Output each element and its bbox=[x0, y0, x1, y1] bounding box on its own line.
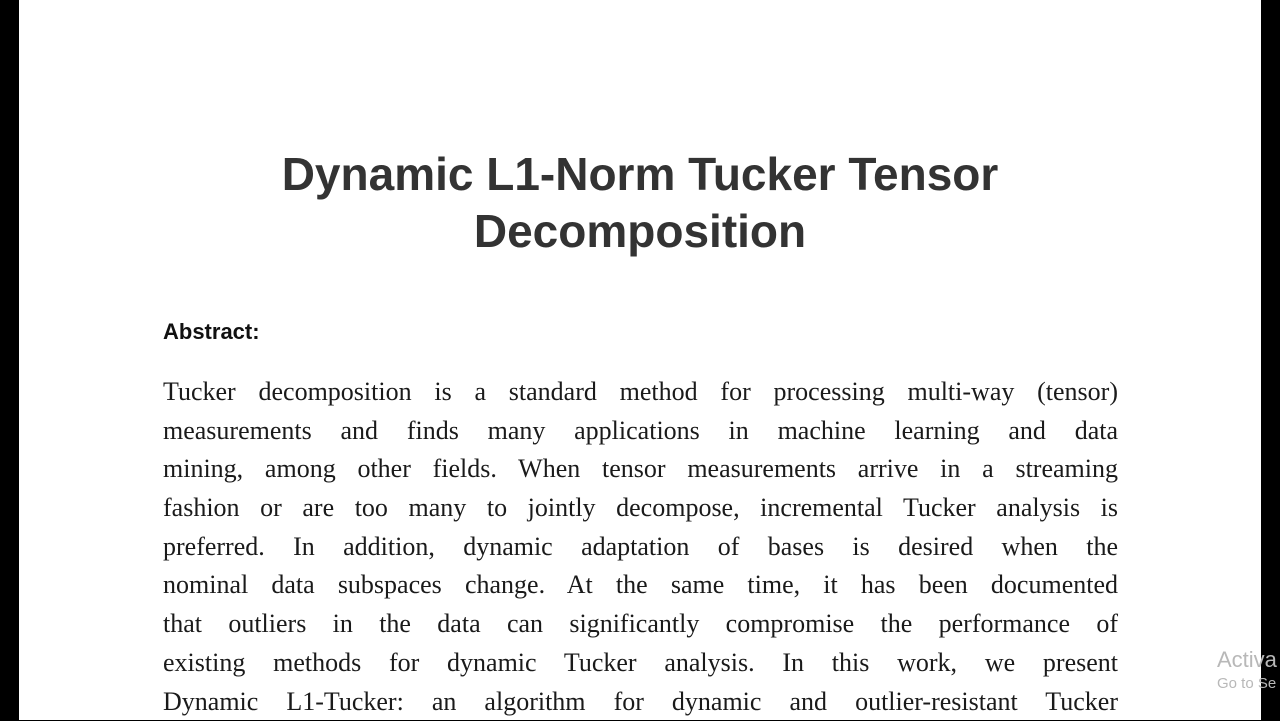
document-page bbox=[19, 0, 1261, 720]
abstract-line: Dynamic L1-Tucker: an algorithm for dynamic and outlier-resistant Tucker bbox=[163, 683, 1118, 721]
abstract-line: mining, among other fields. When tensor measurements arrive in a streaming bbox=[163, 450, 1118, 489]
abstract-line: fashion or are too many to jointly decompose, incremental Tucker analysis is bbox=[163, 489, 1118, 528]
abstract-line: preferred. In addition, dynamic adaptation of bases is desired when the bbox=[163, 528, 1118, 567]
title-line-1: Dynamic L1-Norm Tucker Tensor bbox=[19, 146, 1261, 203]
abstract-heading: Abstract: bbox=[163, 317, 260, 347]
title-line-2: Decomposition bbox=[19, 203, 1261, 260]
watermark-line-1: Activa bbox=[1217, 646, 1277, 674]
abstract-body bbox=[163, 373, 1118, 721]
abstract-line: that outliers in the data can significantly compromise the performance of bbox=[163, 605, 1118, 644]
abstract-line: nominal data subspaces change. At the same time, it has been documented bbox=[163, 566, 1118, 605]
watermark-line-2: Go to Se bbox=[1217, 674, 1277, 694]
activation-watermark bbox=[1217, 646, 1277, 694]
abstract-line: measurements and finds many applications in machine learning and data bbox=[163, 412, 1118, 451]
abstract-line: existing methods for dynamic Tucker analysis. In this work, we present bbox=[163, 644, 1118, 683]
paper-title bbox=[19, 146, 1261, 260]
abstract-line: Tucker decomposition is a standard method for processing multi-way (tensor) bbox=[163, 373, 1118, 412]
